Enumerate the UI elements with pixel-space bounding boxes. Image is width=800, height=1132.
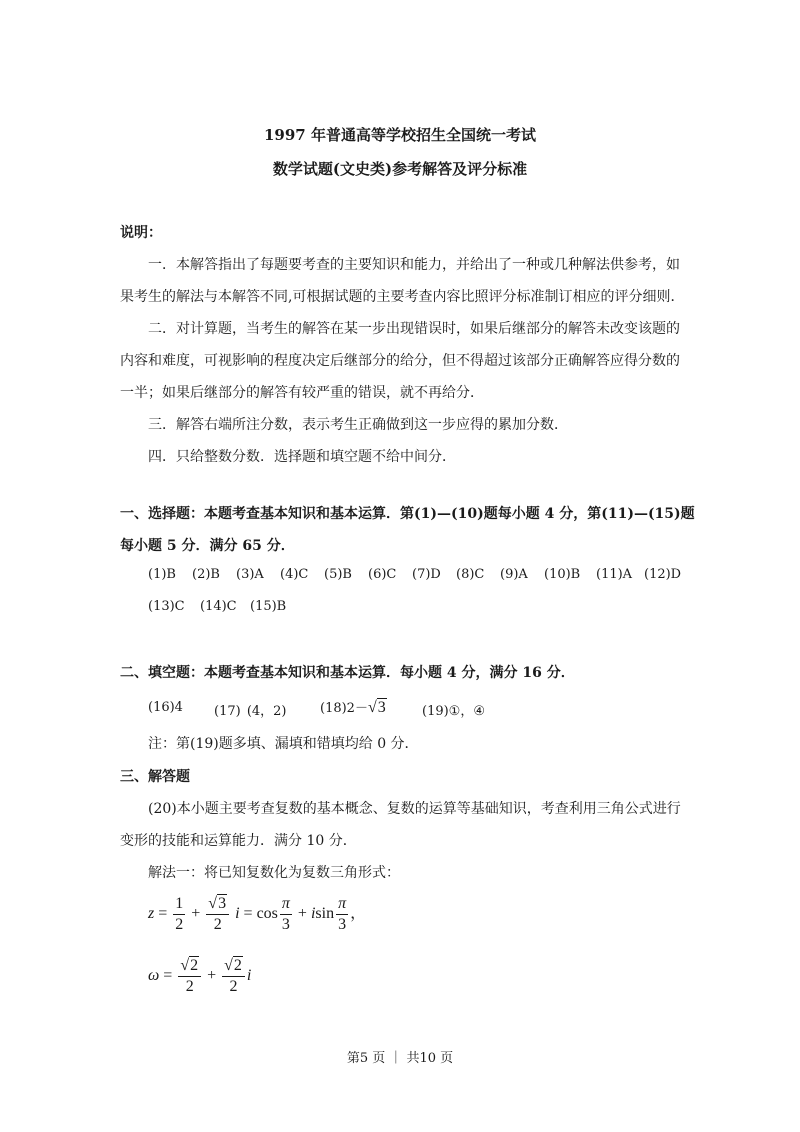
- eq1-sin: sin: [315, 905, 335, 923]
- eq2-equals: =: [163, 967, 173, 985]
- answer-1: (1)B: [148, 567, 176, 582]
- answer-18-sqrt: √3: [367, 699, 386, 716]
- notes-p2-line2: 内容和难度，可视影响的程度决定后继部分的给分，但不得超过该部分正确解答应得分数的: [120, 353, 680, 369]
- q20-desc-line1: (20)本小题主要考查复数的基本概念、复数的运算等基础知识，考查利用三角公式进行: [148, 801, 681, 817]
- eq1-fraction-pi3-a: [280, 894, 292, 935]
- notes-p2-line1: 二．对计算题，当考生的解答在某一步出现错误时，如果后继部分的解答未改变该题的: [148, 321, 680, 337]
- eq1-fraction-pi3-b: [336, 894, 348, 935]
- answer-3: (3)A: [236, 567, 264, 582]
- eq1-comma: ，: [350, 905, 367, 923]
- eq1-three-b: 3: [338, 916, 347, 933]
- eq2-i: i: [246, 967, 252, 985]
- page-title: 1997 年普通高等学校招生全国统一考试: [264, 126, 536, 144]
- equation-z: [148, 894, 366, 935]
- answer-9: (9)A: [500, 567, 528, 582]
- eq1-equals: =: [158, 905, 168, 923]
- section3-heading: 三、解答题: [120, 769, 190, 785]
- q20-desc-line2: 变形的技能和运算能力．满分 10 分．: [120, 833, 357, 849]
- eq1-fraction-sqrt3: [206, 894, 229, 935]
- eq2-lhs: ω: [148, 967, 160, 985]
- answer-11: (11)A: [596, 567, 633, 582]
- notes-p2-line3: 一半；如果后继部分的解答有较严重的错误，就不再给分．: [120, 385, 484, 401]
- eq1-i: i: [235, 905, 240, 923]
- answer-18: [320, 697, 387, 717]
- q20-method1: 解法一：将已知复数化为复数三角形式：: [148, 865, 400, 881]
- eq1-fraction-half: [173, 894, 185, 935]
- answer-5: (5)B: [324, 567, 352, 582]
- eq1-lhs: z: [148, 905, 155, 923]
- eq2-f1-radicand: 2: [190, 957, 199, 974]
- eq1-plus1: +: [191, 905, 201, 923]
- notes-p3: 三．解答右端所注分数，表示考生正确做到这一步应得的累加分数．: [148, 417, 568, 433]
- answer-17: (17) (4，2): [214, 704, 287, 719]
- section2-heading: 二、填空题：本题考查基本知识和基本运算．每小题 4 分，满分 16 分．: [120, 665, 575, 681]
- section1-heading-line2: 每小题 5 分．满分 65 分．: [120, 538, 295, 554]
- eq1-f1-den: 2: [175, 916, 184, 933]
- answer-18-radicand: 3: [377, 699, 386, 716]
- eq2-f2-den: 2: [229, 978, 238, 995]
- eq1-f1-num: 1: [173, 894, 185, 915]
- answer-16: (16)4: [148, 700, 183, 715]
- eq2-sqrt2-a: √2: [180, 957, 199, 974]
- answer-12: (12)D: [644, 567, 682, 582]
- section1-heading-line1: 一、选择题：本题考查基本知识和基本运算．第(1)—(10)题每小题 4 分，第(11)—(15)题: [120, 506, 695, 522]
- notes-heading: 说明：: [120, 225, 162, 241]
- eq1-isin-i: i: [310, 905, 316, 923]
- eq2-f1-den: 2: [185, 978, 194, 995]
- eq1-sqrt3: √3: [208, 895, 227, 912]
- eq2-fraction-a: [178, 956, 201, 997]
- page-subtitle: 数学试题(文史类)参考解答及评分标准: [272, 160, 528, 178]
- answer-2: (2)B: [192, 567, 220, 582]
- answer-7: (7)D: [412, 567, 441, 582]
- answer-13: (13)C: [148, 599, 185, 614]
- equation-omega: [148, 956, 251, 997]
- answer-6: (6)C: [368, 567, 397, 582]
- notes-p4: 四．只给整数分数．选择题和填空题不给中间分．: [148, 449, 456, 465]
- answer-14: (14)C: [200, 599, 237, 614]
- eq2-sqrt2-b: √2: [224, 957, 242, 974]
- eq1-three-a: 3: [281, 916, 290, 933]
- eq2-fraction-b: [222, 956, 245, 997]
- answer-18-prefix: (18)2－: [320, 701, 368, 716]
- eq1-cos: cos: [256, 905, 278, 923]
- answer-19: (19)①，④: [422, 704, 485, 719]
- eq2-plus: +: [207, 967, 217, 985]
- section2-note: 注：第(19)题多填、漏填和错填均给 0 分．: [148, 736, 419, 752]
- notes-p1-line1: 一．本解答指出了每题要考查的主要知识和能力，并给出了一种或几种解法供参考，如: [148, 257, 680, 273]
- eq1-pi-b: π: [336, 894, 348, 915]
- eq1-f2-radicand: 3: [218, 895, 227, 912]
- answer-8: (8)C: [456, 567, 485, 582]
- notes-p1-line2: 果考生的解法与本解答不同,可根据试题的主要考查内容比照评分标准制订相应的评分细则．: [120, 289, 685, 305]
- eq1-plus2: +: [297, 905, 307, 923]
- answer-15: (15)B: [250, 599, 287, 614]
- answer-10: (10)B: [544, 567, 581, 582]
- answer-4: (4)C: [280, 567, 309, 582]
- eq1-f2-den: 2: [213, 916, 222, 933]
- eq1-equals2: =: [243, 905, 253, 923]
- eq1-pi-a: π: [280, 894, 292, 915]
- page-footer: 第5 页 ｜ 共10 页: [346, 1051, 454, 1066]
- eq2-f2-radicand: 2: [233, 957, 242, 974]
